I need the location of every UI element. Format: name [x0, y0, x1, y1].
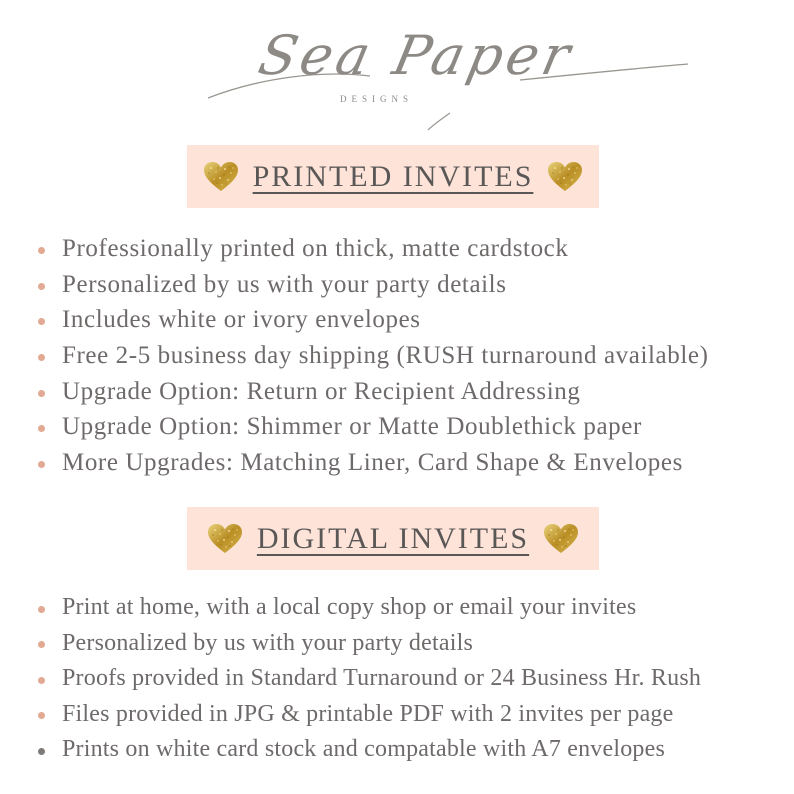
bullet-icon: [38, 461, 45, 468]
list-item: [36, 626, 701, 662]
printed-invites-title: PRINTED INVITES: [252, 159, 534, 193]
list-item-text: Print at home, with a local copy shop or email your invites: [62, 594, 637, 620]
list-item: [36, 231, 709, 267]
bullet-icon: [38, 283, 45, 290]
bullet-icon: [38, 354, 45, 361]
logo-wordmark: Sea Paper: [253, 24, 580, 87]
list-item-text: Personalized by us with your party details: [62, 629, 473, 656]
bullet-icon: [38, 318, 45, 325]
gold-heart-icon: [203, 161, 239, 193]
list-item-text: Files provided in JPG & printable PDF with 2 invites per page: [62, 700, 674, 727]
list-item: [36, 338, 709, 374]
bullet-icon: [38, 748, 45, 755]
bullet-icon: [38, 390, 45, 397]
gold-heart-icon: [547, 161, 583, 193]
list-item-text: Upgrade Option: Return or Recipient Addressing: [62, 377, 581, 405]
bullet-icon: [38, 712, 45, 719]
list-item: [36, 732, 701, 768]
list-item-text: Upgrade Option: Shimmer or Matte Doublethick paper: [62, 413, 642, 441]
brand-logo: [200, 18, 690, 133]
digital-invites-banner: [187, 507, 599, 570]
list-item: [36, 590, 701, 626]
list-item-text: Includes white or ivory envelopes: [62, 306, 421, 334]
list-item-text: Proofs provided in Standard Turnaround or 24 Business Hr. Rush: [62, 665, 702, 691]
gold-heart-icon: [207, 523, 243, 555]
printed-invites-list: [36, 231, 709, 481]
list-item-text: Professionally printed on thick, matte cardstock: [62, 235, 569, 262]
logo-subtitle: DESIGNS: [340, 94, 414, 104]
bullet-icon: [38, 425, 45, 432]
bullet-icon: [38, 247, 45, 254]
bullet-icon: [38, 641, 45, 648]
digital-invites-list: [36, 590, 701, 768]
list-item-text: Free 2-5 business day shipping (RUSH turnaround available): [62, 342, 709, 370]
list-item-text: Prints on white card stock and compatable with A7 envelopes: [62, 736, 665, 762]
list-item: [36, 661, 701, 697]
printed-invites-banner: [187, 145, 599, 208]
bullet-icon: [38, 677, 45, 684]
list-item-text: More Upgrades: Matching Liner, Card Shape & Envelopes: [62, 449, 683, 477]
list-item: [36, 445, 709, 481]
list-item: [36, 267, 709, 303]
list-item: [36, 302, 709, 338]
list-item: [36, 374, 709, 410]
digital-invites-title: DIGITAL INVITES: [256, 521, 530, 555]
bullet-icon: [38, 606, 45, 613]
list-item: [36, 409, 709, 445]
list-item: [36, 697, 701, 733]
gold-heart-icon: [543, 523, 579, 555]
list-item-text: Personalized by us with your party details: [62, 270, 507, 298]
